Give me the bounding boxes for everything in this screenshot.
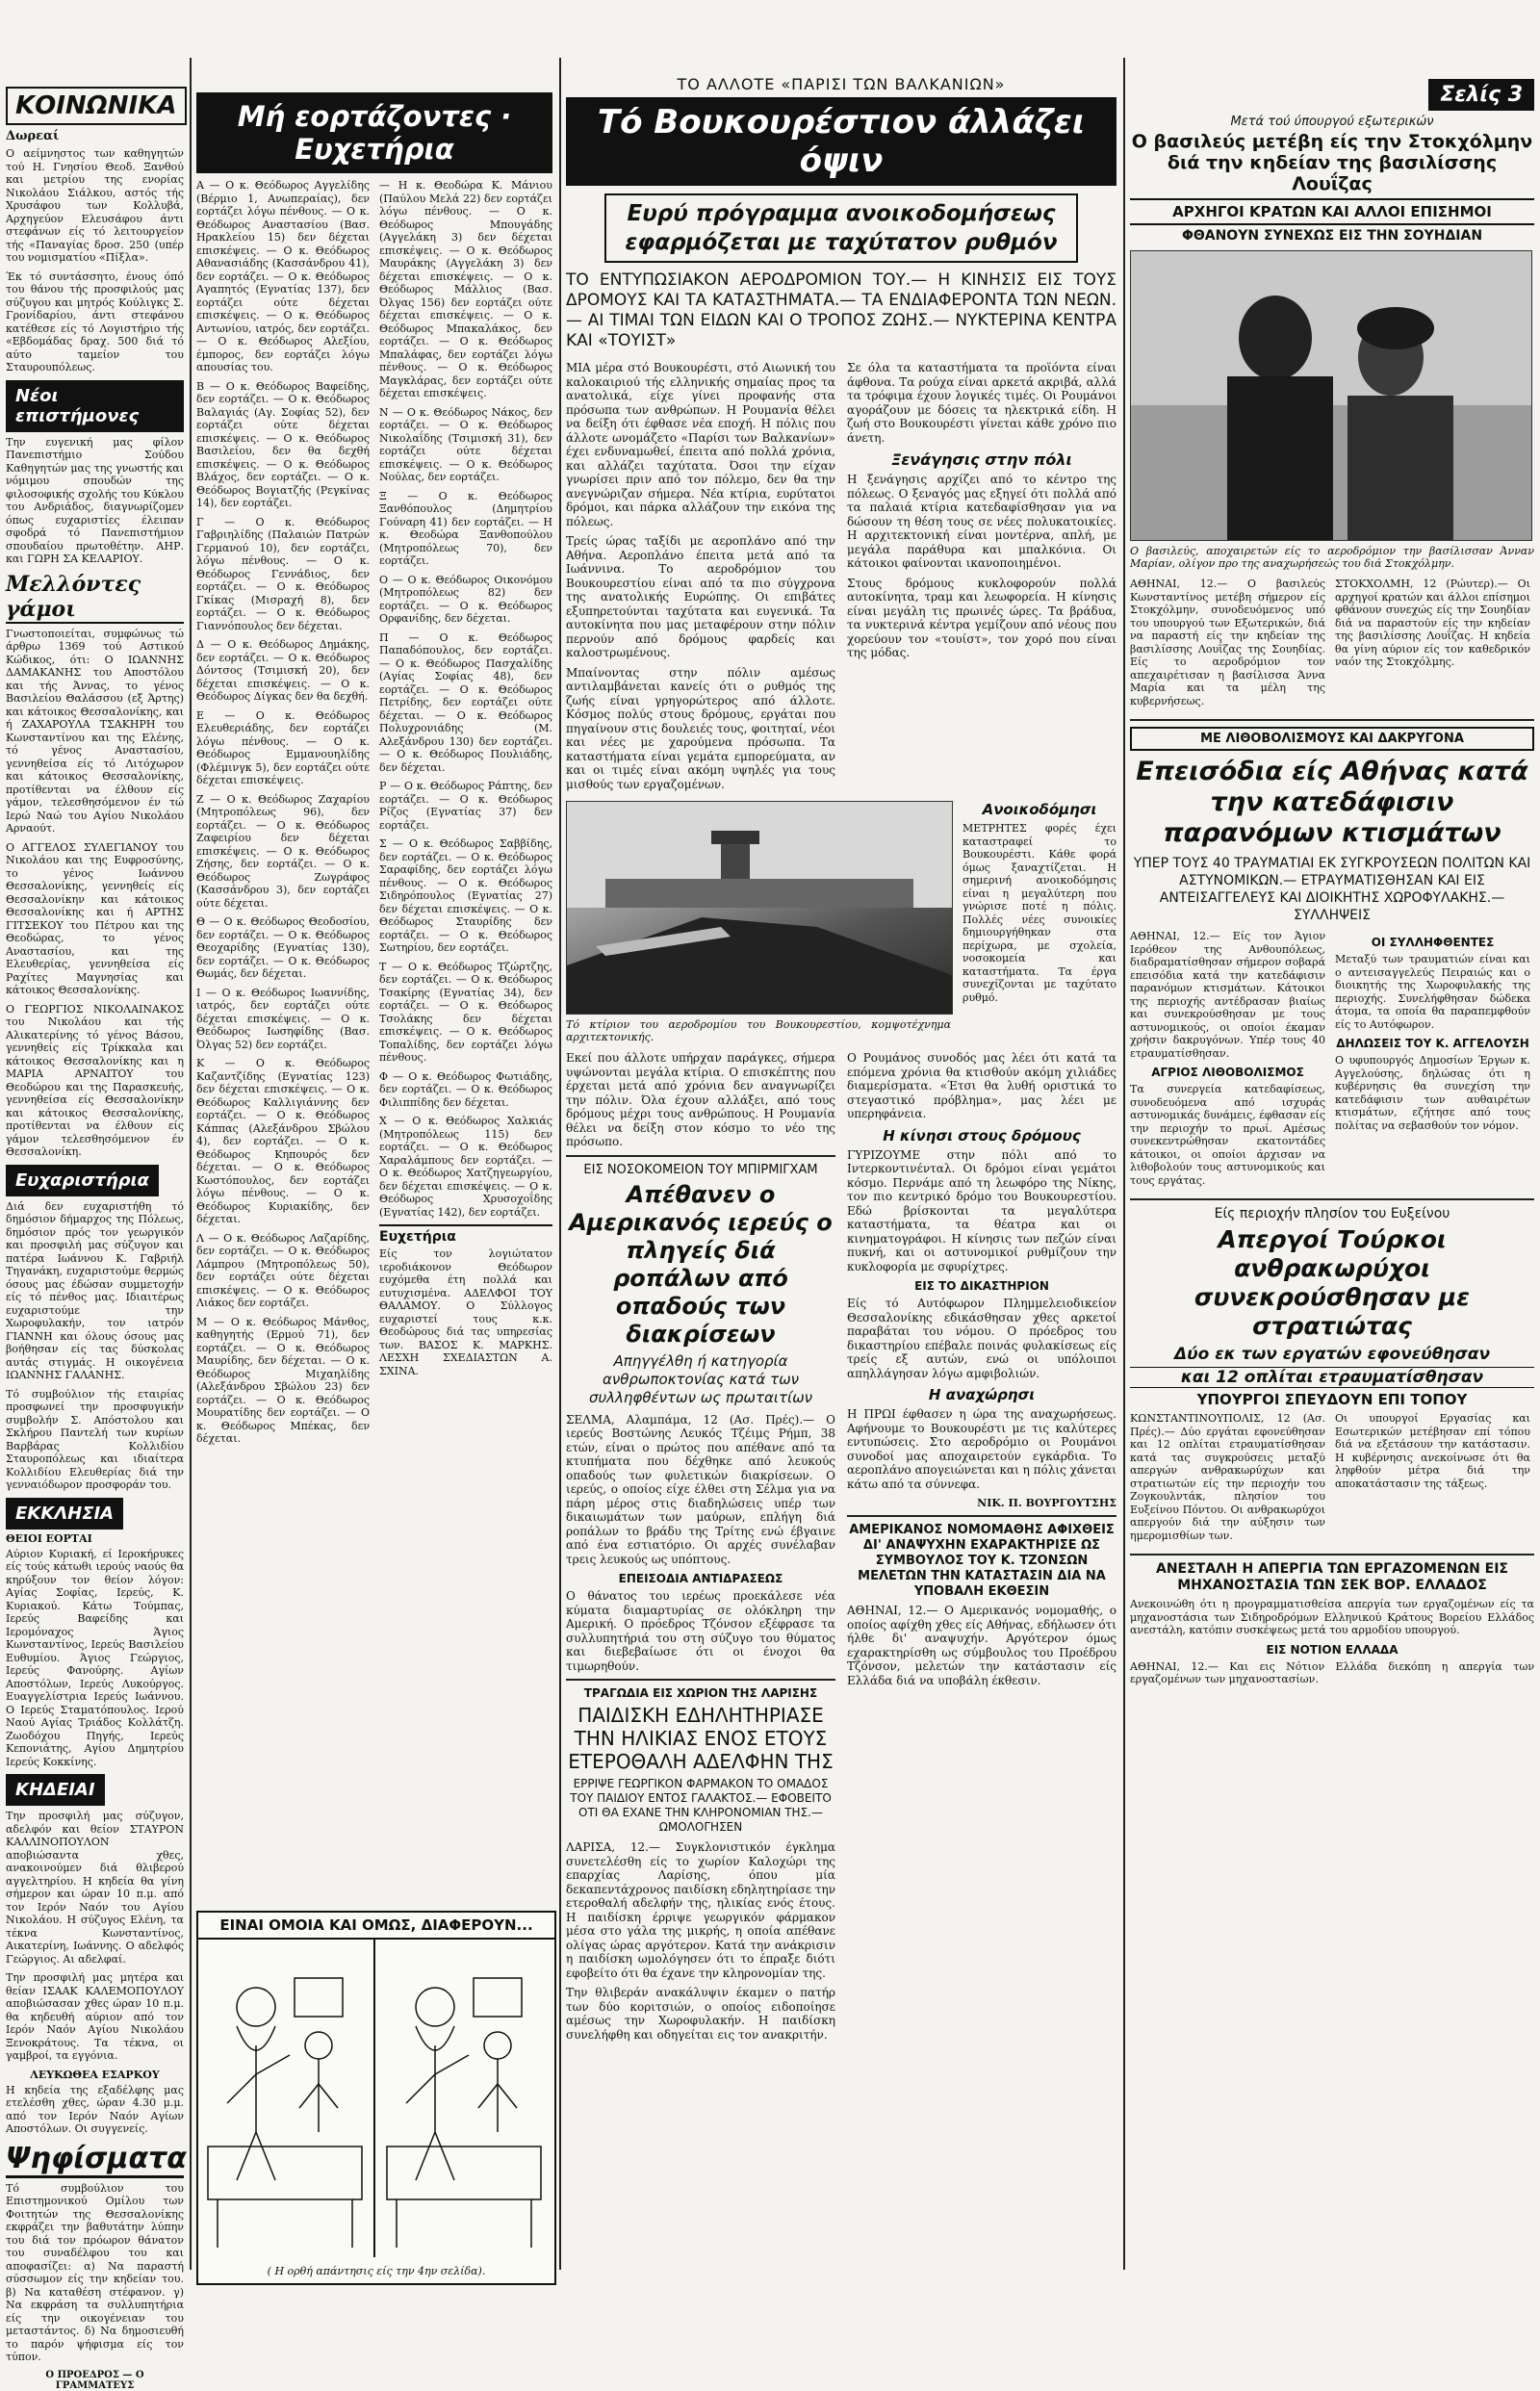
bucharest-body-4: Η ξενάγησις αρχίζει από το κέντρο της πόλεως. Ο ξεναγός μας εξηγεί ότι πολλά από τα παλαιά κτίρια κατεδαφίσθησαν για να δώσουν τη θέση τους σε νέες πολυκατοικίες. Η αρχιτεκτονική είναι μοντέρνα, απλή, με μεγάλα παράθυρα και μπαλκόνια. Οι κάτοικοι φαίνονται ικανοποιημένοι.	[847, 473, 1116, 570]
gamoi-section	[6, 572, 184, 1159]
athens-body-4: Μεταξύ των τραυματιών είναι και ο αντεισαγγελεύς Πειραιώς και ο διοικητής της Χωροφυλακής της περιοχής. Συνελήφθησαν δώδεκα άτομα, τα οποία θα παραπεμφθούν είς το Αυτόφωρον.	[1335, 953, 1530, 1031]
priest-deck: Απηγγέλθη ή κατηγορία ανθρωποκτονίας κατά των συλληφθέντων ως πρωταιτίων	[588, 1351, 813, 1406]
koinonika-section	[6, 87, 184, 374]
xenagisis-title: Ξενάγησις στην πόλι	[891, 450, 1072, 469]
psifismata-title: Ψηφίσματα	[6, 2142, 184, 2178]
neoi-section	[6, 380, 184, 566]
nameday-m: Μ — Ο κ. Θεόδωρος Μάνθος, καθηγητής (Ερμού 71), δεν εορτάζει. — Ο κ. Θεόδωρος Μαυρίδης, δεν δέχεται. — Ο κ. Θεόδωρος Μιχαηλίδης (Αλεξάνδρου Σβώλου 23) δεν εορτάζει. — Ο κ. Θεόδωρος Μουρατίδης δεν εορτάζει. — Ο κ. Θεόδωρος Μπέκας, δεν δέχεται.	[196, 1315, 370, 1445]
column-rule-1	[190, 58, 192, 2270]
bucharest-lower-left	[566, 1051, 835, 2047]
ekklisia-title: ΕΚΚΛΗΣΙΑ	[6, 1498, 123, 1530]
priest-headline: Απέθανεν ο Αμερικανός ιερεύς ο πληγείς διά ροπάλων από οπαδούς των διακρίσεων	[569, 1180, 833, 1348]
jurist-body: ΑΘΗΝΑΙ, 12.— Ο Αμερικανός νομομαθής, ο οποίος αφίχθη χθες είς Αθήνας, εδήλωσεν ότι ήλθε δι' αναψυχήν. Αργότερον όμως εχαρακτηρίσθη ως σύμβουλος του Προέδρου Τζόνσον, μελετών την κατάστασιν είς Ελλάδα διά να υποβάλη έκθεσιν.	[847, 1604, 1116, 1687]
nameday-o: Ο — Ο κ. Θεόδωρος Οικονόμου (Μητροπόλεως 82) δεν εορτάζει. — Ο κ. Θεόδωρος Ορφανίδης, δεν δέχεται.	[379, 573, 552, 625]
nameday-column	[196, 92, 552, 1902]
efxaristiria-text: Διά δεν ευχαριστήθη τό δημόσιον δήμαρχος της Πόλεως, δημόσιον πρός τον γεωργικόν και προσφιλή μας σύζυγον και πατέρα Ιωάννου Κ. Γαβριήλ Τηγανάκη, ευχαριστούμε θερμώς όσους μας έδώσαν συμμετοχήν είς τό πένθος μας. Ιδιαιτέρως ευχαριστούμε την Χωροφυλακήν, τον ιατρόν ΓΙΑΝΝΗ και όλους όσους μας βοήθησαν είς τας δύσκολας αυτάς στιγμάς. Η οικογένεια ΙΩΑΝΝΗΣ ΓΑΛΑΝΗΣ.	[6, 1199, 184, 1381]
bucharest-body-8: Σε όλα τα καταστήματα τα προϊόντα είναι άφθονα. Τα ρούχα είναι αρκετά ακριβά, αλλά τα τρόφιμα έχουν λογικές τιμές. Οι Ρουμάνοι αγοράζουν με δόσεις τα ηλεκτρικά είδη. Η ζωή στο Βουκουρέστι γίνεται κάθε χρόνο πιο άνετη.	[847, 361, 1116, 445]
court-kicker: ΕΙΣ ΤΟ ΔΙΚΑΣΤΗΡΙΟΝ	[914, 1279, 1049, 1293]
strike-section: ΕΙΣ ΝΟΤΙΟΝ ΕΛΛΑΔΑ	[1266, 1642, 1399, 1657]
court-body: Είς τό Αυτόφωρον Πλημμελειοδικείον Θεσσαλονίκης εδικάσθησαν χθες αρκετοί παραβάται του νόμου. Ο πρόεδρος του δικαστηρίου επέβαλε ποινάς φυλακίσεως είς τρείς εξ αυτών, ενώ οι υπόλοιποι απηλλάγησαν λόγω αμφιβολιών.	[847, 1297, 1116, 1380]
column-rule-3	[1123, 58, 1125, 2270]
nameday-g: Γ — Ο κ. Θεόδωρος Γαβριηλίδης (Παλαιών Πατρών Γερμανού 10), δεν εορτάζει, λόγω πένθους. — Ο κ. Θεόδωρος Γεννάδιος, δεν εορτάζει. — Ο κ. Θεόδωρος Γκίκας (Μισραχή 8), δεν εορτάζει. — Ο κ. Θεόδωρος Γιαννόπουλος δεν δέχεται.	[196, 515, 370, 632]
bucharest-body-10: ΓΥΡΙΖΟΥΜΕ στην πόλι από το Ιντερκοντινένταλ. Οι δρόμοι είναι γεμάτοι κόσμο. Περνάμε από τη λεωφόρο της Νίκης, τον πιο κεντρικό δρόμο του Βουκουρεστίου. Εδώ βρίσκονται τα μεγαλύτερα καταστήματα, τα θέατρα και οι κινηματογράφοι. Η κίνησις των πεζών είναι πυκνή, και οι αστυνομικοί ρυθμίζουν την κυκλοφορία με σφυρίχτρες.	[847, 1147, 1116, 1273]
nameday-banner-text: Μή εορτάζοντες · Ευχετήρια	[237, 100, 512, 166]
bucharest-body-1: ΜΙΑ μέρα στό Βουκουρέστι, στό Αιωνική του καλοκαιριού τής ελληνικής σημαίας προς τα ανατολικά, είχε γίνει προφανής στα πρόσωπα των ανθρώπων. Η Ρουμανία θέλει να δείξη ότι έφθασε νέα εποχή. Η πόλις που άλλοτε ωνομάζετο «Παρίσι των Βαλκανίων» έχει ενδυναμωθεί, έπειτα από πολλά χρόνια, και αλλάζει ταχύτατα. Όσοι την είχαν γνωρίσει πριν από τον πόλεμο, δεν θα την ανεγνώριζαν σήμερα. Νέα κτίρια, ευρύτατοι δρόμοι, και πάρκα αλλάζουν την εικόνα της πόλεως.	[566, 361, 835, 528]
column-rule-2	[559, 58, 561, 2270]
kideiai-title: ΚΗΔΕΙΑΙ	[6, 1774, 105, 1806]
nameday-l: Λ — Ο κ. Θεόδωρος Λαζαρίδης, δεν εορτάζει. — Ο κ. Θεόδωρος Λάμπρου (Μητροπόλεως 50), δεν εορτάζει ούτε δέχεται επισκέψεις. — Ο κ. Θεόδωρος Λιάκος δεν εορτάζει.	[196, 1231, 370, 1309]
king-body-1: ΑΘΗΝΑΙ, 12.— Ο βασιλεύς Κωνσταντίνος μετέβη σήμερον είς Στοκχόλμην, συνοδευόμενος υπό του υπουργού των Εξωτερικών, διά να παραστή είς την κηδείαν της βασιλίσσης Λουΐζας της Σουηδίας. Είς το αεροδρόμιον τον απεχαιρέτισαν η βασίλισσα Άννα Μαρία και τα μέλη της κυβερνήσεως.	[1130, 578, 1325, 707]
athens-body-3: ΑΘΗΝΑΙ, 12.— Είς τον Άγιον Ιερόθεον της Ανθουπόλεως, διαδραματίσθησαν σήμερον σοβαρά επεισόδια κατά την κατεδάφισιν παρανόμων κτισμάτων. Κάτοικοι της περιοχής αντέδρασαν βιαίως και συνεκρούσθησαν με τους αστυνομικούς, οι οποίοι έκαμαν χρήσιν δακρυγόνων. Υπέρ τους 40 ετραυματίσθησαν.	[1130, 930, 1325, 1060]
kideiai-section	[6, 1774, 184, 2136]
anaxorisi-title: Η αναχώρησι	[928, 1386, 1036, 1403]
nameday-f: Φ — Ο κ. Θεόδωρος Φωτιάδης, δεν εορτάζει. — Ο κ. Θεόδωρος Φιλιππίδης δεν δέχεται.	[379, 1069, 552, 1109]
priest-body-2: Ο θάνατος του ιερέως προεκάλεσε νέα κύματα διαμαρτυρίας σε ολόκληρη την Αμερική. Ο πρόεδρος Τζόνσον εξέφρασε τα συλλυπητήριά του στη σύζυγο του θύματος και διεβεβαίωσε ότι οι ένοχοι θα τιμωρηθούν.	[566, 1589, 835, 1673]
bucharest-body-left	[566, 361, 835, 797]
priest-kicker: ΕΙΣ ΝΟΣΟΚΟΜΕΙΟΝ ΤΟΥ ΜΠΙΡΜΙΓΧΑΜ	[583, 1162, 818, 1177]
athens-body-6: Ο υφυπουργός Δημοσίων Έργων κ. Αγγελούσης, δηλώσας ότι η κυβέρνησις θα συνεχίση την κατεδάφισιν των αυθαιρέτων κτισμάτων, εζήτησε από τους πολίτας να σεβασθούν τον νόμον.	[1335, 1054, 1530, 1132]
efxaristiria-text-2: Τό συμβούλιον τής εταιρίας προσφωνεί την προσφυγικήν συμβολήν Σ. Απόστολου και Σκλήρου Παντελή των κυρίων Βαρβάρας Κολλιδίου Σταυροπόλεως και ιδιαίτερα Κολλιδίου Ελευθερίας διά την γενναιόδωρον προσφοράν του.	[6, 1387, 184, 1491]
kideiai-text-3: Η κηδεία της εξαδέλφης μας ετελέσθη χθες, ώραν 4.30 μ.μ. από τον Ιερόν Ναόν Αγίων Αποστόλων. Οι συγγενείς.	[6, 2083, 184, 2135]
nameday-subcolumn-left	[196, 179, 370, 1452]
cartoon-drawing	[198, 1940, 551, 2257]
cartoon-title: ΕΙΝΑΙ ΟΜΟΙΑ ΚΑΙ ΟΜΩΣ, ΔΙΑΦΕΡΟΥΝ...	[198, 1913, 554, 1940]
gamoi-text-3: Ο ΓΕΩΡΓΙΟΣ ΝΙΚΟΛΑΙΝΑΚΟΣ του Νικολάου και τής Αλικατερίνης τό γένος Βάσου, γεννηθείς είς Τρίκκαλα και κάτοικος Θεσσαλονίκης και η ΜΑΡΙΑ ΑΡΝΑΙΤΟΥ του Θεοδώρου και της Παρασκευής, γεννηθείσα είς Θεσσαλονίκην και κάτοικος Θεσσαλονίκης, προτίθενται να έλθουν είς γάμον τελεσθησόμενον έν Θεσσαλονίκη.	[6, 1002, 184, 1158]
bucharest-lower-right	[847, 1051, 1116, 2047]
nameday-t: Τ — Ο κ. Θεόδωρος Τζώρτζης, δεν εορτάζει. — Ο κ. Θεόδωρος Τσακίρης (Εγνατίας 34), δεν εορτάζει. — Ο κ. Θεόδωρος Τσολάκης δεν δέχεται επισκέψεις. — Ο κ. Θεόδωρος Τοπαλίδης, δεν εορτάζει λόγω πένθους.	[379, 960, 552, 1064]
koinonika-text-2: Έκ τό συντάσσητο, ένους όπό του θάνου τής προσφιλούς μας σύζυγου και μητρός Κούλιγκς Σ. Γρονίδαρίου, άντι στεφάνου κατέθεσε είς τό Λογιστήριο τής «Εβδομάδας δραχ. 500 διά τό αύτο ταμείον του Σταυρουπόλεως.	[6, 270, 184, 373]
neoi-title: Νέοι επιστήμονες	[6, 380, 184, 432]
bucharest-photo-block	[566, 801, 951, 1051]
turkey-body-7: ΚΩΝΣΤΑΝΤΙΝΟΥΠΟΛΙΣ, 12 (Ασ. Πρές).— Δύο εργάται εφονεύθησαν και 12 οπλίται ετραυματίσθησαν κατά τας συγκρούσεις μεταξύ απεργών ανθρακωρύχων και στρατιωτών είς την περιοχήν του Ζογκουλντάκ, πλησίον του Ευξείνου Πόντου. Οι ανθρακωρύχοι απεργούν διά την αύξησιν των ημερομισθίων των.	[1130, 1412, 1325, 1542]
nameday-b: Β — Ο κ. Θεόδωρος Βαφείδης, δεν εορτάζει. — Ο κ. Θεόδωρος Βαλαγιάς (Αγ. Σοφίας 52), δεν εορτάζει ούτε δέχεται επισκέψεις. — Ο κ. Θεόδωρος Βασιλείου, δεν θα δεχθή επισκέψεις. — Ο κ. Θεόδωρος Βλάχος, δεν εορτάζει. — Ο κ. Θεόδωρος Βογιατζής (Ρεγκίνας 14), δεν εορτάζει.	[196, 379, 370, 509]
strike-body-9: Ανεκοινώθη ότι η προγραμματισθείσα απεργία των εργαζομένων είς τα μηχανοστάσια των Σιδηροδρόμων Ελληνικού Κράτους Βορείου Ελλάδος ανεστάλη, κατόπιν συσκέψεως μετά του αρμοδίου υπουργού.	[1130, 1598, 1534, 1636]
airport-photo	[566, 801, 953, 1015]
nameday-r: Ρ — Ο κ. Θεόδωρος Ράπτης, δεν εορτάζει. — Ο κ. Θεόδωρος Ρίζος (Εγνατίας 37) δεν εορτάζει.	[379, 780, 552, 832]
kideiai-text-2: Την προσφιλή μας μητέρα και θείαν ΙΣΑΑΚ ΚΑΛΕΜΟΠΟΥΛΟΥ αποβιώσασαν χθες ώραν 10 π.μ. θα κηδευθή αύριον από τον Ιερόν Ναόν Αγίου Νικολάου Ξενοκράτους. Τα τέκνα, οι γαμβροί, τα εγγόνια.	[6, 1971, 184, 2062]
bucharest-subhead: Ευρύ πρόγραμμα ανοικοδομήσεως εφαρμόζεται με ταχύτατον ρυθμόν	[604, 193, 1078, 263]
gamoi-title: Μελλόντες γάμοι	[6, 572, 184, 624]
bucharest-byline: ΝΙΚ. Π. ΒΟΥΡΓΟΥΤΣΗΣ	[977, 1497, 1116, 1509]
nameday-i: Ι — Ο κ. Θεόδωρος Ιωαννίδης, ιατρός, δεν εορτάζει ούτε δέχεται επισκέψεις. — Ο κ. Θεόδωρος Ιωσηφίδης (Βασ. Όλγας 52) δεν εορτάζει.	[196, 986, 370, 1051]
cartoon-caption: ( Η ορθή απάντησις είς την 4ην σελίδα).	[267, 2265, 486, 2277]
psifismata-section	[6, 2141, 187, 2391]
neoi-text: Την ευγενική μας φίλον Πανεπιστήμιο Σούδου Καθηγητών μας της γνωστής και νόμιμου σπουδών της φιλοσοφικής σχολής του Κύκλου του Ανδριάδος, διαγνωρίζομεν όπως ευχαριστίες έλειπαν σφοδρά τό Πανεπιστήμιον σπουδαίου πρωτοθέτην. ΑΗΡ. και ΓΩΡΗ ΣΑ ΚΕΛΑΡΙΟΥ.	[6, 435, 184, 565]
nameday-k: Κ — Ο κ. Θεόδωρος Καζαντζίδης (Εγνατίας 123) δεν δέχεται επισκέψεις. — Ο κ. Θεόδωρος Καλλιγιάννης δεν εορτάζει. — Ο κ. Θεόδωρος Κάππας (Αλεξάνδρου Σβώλου 4), δεν εορτάζει. — Ο κ. Θεόδωρος Κηπουρός δεν δέχεται. — Ο κ. Θεόδωρος Κωστόπουλος, δεν εορτάζει λόγω πένθους. — Ο κ. Θεόδωρος Κυριακίδης, δεν δέχεται.	[196, 1057, 370, 1225]
larisa-deck: ΕΡΡΙΨΕ ΓΕΩΡΓΙΚΟΝ ΦΑΡΜΑΚΟΝ ΤΟ ΟΜΑΔΟΣ ΤΟΥ ΠΑΙΔΙΟΥ ΕΝΤΟΣ ΓΑΛΑΚΤΟΣ.— ΕΦΟΒΕΙΤΟ ΟΤΙ ΘΑ ΕΧΑΝΕ ΤΗΝ ΚΛΗΡΟΝΟΜΙΑΝ ΤΗΣ.— ΩΜΟΛΟΓΗΣΕΝ	[570, 1777, 832, 1834]
bucharest-deck: ΤΟ ΕΝΤΥΠΩΣΙΑΚΟΝ ΑΕΡΟΔΡΟΜΙΟΝ ΤΟΥ.— Η ΚΙΝΗΣΙΣ ΕΙΣ ΤΟΥΣ ΔΡΟΜΟΥΣ ΚΑΙ ΤΑ ΚΑΤΑΣΤΗΜΑΤΑ.— ΤΑ ΕΝΔΙΑΦΕΡΟΝΤΑ ΤΩΝ ΝΕΩΝ.— ΑΙ ΤΙΜΑΙ ΤΩΝ ΕΙΔΩΝ ΚΑΙ Ο ΤΡΟΠΟΣ ΖΩΗΣ.— ΝΥΚΤΕΡΙΝΑ ΚΕΝΤΡΑ ΚΑΙ «ΤΟΥΙΣΤ»	[566, 270, 1116, 350]
nameday-banner	[196, 92, 552, 173]
turkey-subdeck: ΥΠΟΥΡΓΟΙ ΣΠΕΥΔΟΥΝ ΕΠΙ ΤΟΠΟΥ	[1196, 1391, 1468, 1408]
nameday-a: Α — Ο κ. Θεόδωρος Αγγελίδης (Βέρμιο 1, Ανωπεραίας), δεν εορτάζει λόγω πένθους. — Ο κ. Θεόδωρος Αναστασίου (Βασ. Ηρακλείου 15) δεν δέχεται επισκέψεις. — Ο κ. Θεόδωρος Αθανασιάδης (Κασσάνδρου 41), δεν εορτάζει. — Ο κ. Θεόδωρος Αγαπητός (Εγνατίας 137), δεν εορτάζει ούτε δέχεται επισκέψεις. — Ο κ. Θεόδωρος Αντωνίου, ιατρός, δεν εορτάζει. — Ο κ. Θεόδωρος Αλεξίου, έμπορος, δεν εορτάζει λόγω απουσίας του.	[196, 179, 370, 373]
anoikodomisi-block	[962, 801, 1116, 1051]
athens-section: ΟΙ ΣΥΛΛΗΦΘΕΝΤΕΣ	[1371, 936, 1495, 949]
athens-section-3: ΔΗΛΩΣΕΙΣ ΤΟΥ Κ. ΑΓΓΕΛΟΥΣΗ	[1336, 1037, 1529, 1050]
bucharest-body-9: Εκεί που άλλοτε υπήρχαν παράγκες, σήμερα υψώνονται μεγάλα κτίρια. Ο επισκέπτης που έρχεται μετά από χρόνια δεν αναγνωρίζει την πόλιν. Όλα έχουν αλλάξει, από τους δρόμους μέχρι τους ανθρώπους. Η Ρουμανία θέλει να δείξη στον κόσμο το νέο της πρόσωπο.	[566, 1051, 835, 1148]
nameday-th: Θ — Ο κ. Θεόδωρος Θεοδοσίου, δεν εορτάζει. — Ο κ. Θεόδωρος Θεοχαρίδης (Εγνατίας 130), δεν εορτάζει. — Ο κ. Θεόδωρος Θωμάς, δεν δέχεται.	[196, 915, 370, 980]
nameday-x: Ξ — Ο κ. Θεόδωρος Ξανθόπουλος (Δημητρίου Γούναρη 41) δεν εορτάζει. — Η κ. Θεοδώρα Ξανθοπούλου (Μητροπόλεως 70), δεν εορτάζει.	[379, 489, 552, 567]
athens-body-5: Τα συνεργεία κατεδαφίσεως, συνοδευόμενα από ισχυράς αστυνομικάς δυνάμεις, έφθασαν είς την περιοχήν το πρωί. Αμέσως συνεκεντρώθησαν εκατοντάδες κάτοικοι, οι οποίοι άρχισαν να λιθοβολούν τους αστυνομικούς και τους εργάτας.	[1130, 1083, 1325, 1187]
turkey-headline: Απεργοί Τούρκοι ανθρακωρύχοι συνεκρούσθησαν με στρατιώτας	[1194, 1225, 1471, 1340]
turkey-kicker: Είς περιοχήν πλησίον του Ευξείνου	[1214, 1206, 1450, 1221]
jurist-headline: ΑΜΕΡΙΚΑΝΟΣ ΝΟΜΟΜΑΘΗΣ ΑΦΙΧΘΕΙΣ ΔΙ' ΑΝΑΨΥΧΗΝ ΕΧΑΡΑΚΤΗΡΙΣΕ ΩΣ ΣΥΜΒΟΥΛΟΣ ΤΟΥ Κ. ΤΖΟΝΣΩΝ ΜΕΛΕΤΩΝ ΤΗΝ ΚΑΤΑΣΤΑΣΙΝ ΔΙΑ ΝΑ ΥΠΟΒΑΛΗ ΕΚΘΕΣΙΝ	[849, 1523, 1115, 1599]
ekklisia-subtitle: ΘΕΙΟΙ ΕΟΡΤΑΙ	[6, 1531, 92, 1545]
nameday-right-m: — Η κ. Θεοδώρα Κ. Μάνιου (Παύλου Μελά 22) δεν εορτάζει λόγω πένθους. — Ο κ. Θεόδωρος Μπουγάδης (Αγγελάκη 3) δεν δέχεται επισκέψεις. — Ο κ. Θεόδωρος Μαυράκης (Αγγελάκη 3) δεν δέχεται επισκέψεις. — Ο κ. Θεόδωρος Μάλλιος (Βασ. Όλγας 156) δεν εορτάζει ούτε δέχεται επισκέψεις. — Ο κ. Θεόδωρος Μπακαλάκος, δεν εορτάζει. — Ο κ. Θεόδωρος Μπαλάφας, δεν εορτάζει λόγω πένθους. — Ο κ. Θεόδωρος Μαγκλάρας, δεν εορτάζει ούτε δέχεται επισκέψεις.	[379, 179, 552, 399]
nameday-x2: Χ — Ο κ. Θεόδωρος Χαλκιάς (Μητροπόλεως 115) δεν εορτάζει. — Ο κ. Θεόδωρος Χαραλάμπους δεν εορτάζει. — Ο κ. Θεόδωρος Χατζηγεωργίου, δεν δέχεται επισκέψεις. — Ο κ. Θεόδωρος Χρυσοχοΐδης (Εγνατίας 142), δεν εορτάζει.	[379, 1115, 552, 1219]
efxaristiria-section	[6, 1165, 184, 1492]
efxaristiria-title: Ευχαριστήρια	[6, 1165, 159, 1196]
nameday-d: Δ — Ο κ. Θεόδωρος Δημάκης, δεν εορτάζει. — Ο κ. Θεόδωρος Δόντσος (Τσιμισκή 20), δεν δέχεται επισκέψεις. — Ο κ. Θεόδωρος Δίγκας δεν θα δεχθή.	[196, 638, 370, 703]
bucharest-body-11: Η ΠΡΩΙ έφθασεν η ώρα της αναχωρήσεως. Αφήνουμε το Βουκουρέστι με τις καλύτερες εντυπώσεις. Στο αεροδρόμιο οι Ρουμάνοι συνοδοί μας αποχαιρετούν εγκάρδια. Το αεροπλάνο απογειώνεται και η πόλις χάνεται κάτω από τα σύννεφα.	[847, 1407, 1116, 1491]
priest-section: ΕΠΕΙΣΟΔΙΑ ΑΝΤΙΔΡΑΣΕΩΣ	[618, 1572, 783, 1585]
nameday-z: Ζ — Ο κ. Θεόδωρος Ζαχαρίου (Μητροπόλεως 96), δεν εορτάζει. — Ο κ. Θεόδωρος Ζαφειρίου δεν δέχεται επισκέψεις. — Ο κ. Θεόδωρος Ζήσης, δεν εορτάζει. — Ο κ. Θεόδωρος Ζωγράφος (Κασσάνδρου 3), δεν εορτάζει ούτε δέχεται.	[196, 792, 370, 910]
nameday-e: Ε — Ο κ. Θεόδωρος Ελευθεριάδης, δεν εορτάζει λόγω πένθους. — Ο κ. Θεόδωρος Εμμανουηλίδης (Φλέμινγκ 5), δεν εορτάζει ούτε δέχεται επισκέψεις.	[196, 708, 370, 786]
gamoi-text: Γνωστοποιείται, συμφώνως τώ άρθρω 1369 τού Αστικού Κώδικος, ότι: Ο ΙΩΑΝΝΗΣ ΔΑΜΑΚΑΝΗΣ του Αποστόλου και τής Άννας, το γένος Βασιλείου Θαλάσσου (εξ Άρτης) και κάτοικος Θεσσαλονίκης, και ή ΖΑΧΑΡΟΥΛΑ ΤΣΑΚΗΡΗ του Κωνσταντίνου και της Ελένης, τό γένος Αναστασίου, γεννηθείσα είς τό Λιτόχωρον και κάτοικος Θεσσαλονίκης, προτίθενται να έλθουν είς γάμον, τελεσθησόμενον έν τώ Ιερώ Ναώ του Αγίου Νικολάου Αρναούτ.	[6, 627, 184, 835]
bucharest-body-2: Τρείς ώρας ταξίδι με αεροπλάνο από την Αθήνα. Αεροπλάνο έπειτα μετά από τα Ιωάννινα. Το αεροδρόμιον του Βουκουρεστίου είναι από τα πιο σύγχρονα της ανατολικής Ευρώπης. Οι επιβάτες εξυπηρετούνται ταχύτατα και ευγενικά. Τα αυτοκίνητα που μας μεταφέρουν στην πόλιν περνούν από δρόμους φαρδείς και καλοστρωμένους.	[566, 534, 835, 659]
psifismata-sign: Ο ΠΡΟΕΔΡΟΣ — Ο ΓΡΑΜΜΑΤΕΥΣ	[45, 2369, 144, 2391]
priest-body: ΣΕΛΜΑ, Αλαμπάμα, 12 (Ασ. Πρές).— Ο ιερεύς Βοστώνης Λευκός Τζέιμς Ρήμπ, 38 ετών, είναι ο πρώτος που απέθανε από τα κτυπήματα που δέχθηκε από λευκούς οπαδούς των φυλετικών διακρίσεων. Ο ιερεύς, ο οποίος είχε έλθει στη Σέλμα για να πάρη μέρος στις διαδηλώσεις υπέρ των δικαιωμάτων των μαύρων, επλήγη διά ροπάλων το βράδυ της Τρίτης ενώ έβγαινε από ένα εστιατόριο. Οι αρχές συνέλαβαν τρεις λευκούς ως υπόπτους.	[566, 1412, 835, 1566]
king-photo	[1130, 250, 1532, 541]
kideiai-subtitle-2: ΛΕΥΚΩΘΕΑ ΕΣΑΡΚΟΥ	[30, 2068, 160, 2081]
bucharest-headline: Τό Βουκουρέστιον άλλάζει όψιν	[566, 97, 1116, 186]
larisa-body-2: Την θλιβεράν ανακάλυψιν έκαμεν ο πατήρ των δύο κοριτσιών, ο οποίος ειδοποίησε αμέσως την Χωροφυλακήν. Η παιδίσκη συνελήφθη και οδηγείται εις τον ανακριτήν.	[566, 1986, 835, 2042]
koinonika-title: ΚΟΙΝΩΝΙΚΑ	[6, 87, 187, 125]
bucharest-kicker: ΤΟ ΑΛΛΟΤΕ «ΠΑΡΙΣΙ ΤΩΝ ΒΑΛΚΑΝΙΩΝ»	[677, 75, 1006, 93]
strike-kicker: ΑΝΕΣΤΑΛΗ Η ΑΠΕΡΓΙΑ ΤΩΝ ΕΡΓΑΖΟΜΕΝΩΝ ΕΙΣ ΜΗΧΑΝΟΣΤΑΣΙΑ ΤΩΝ ΣΕΚ ΒΟΡ. ΕΛΛΑΔΟΣ	[1155, 1561, 1508, 1593]
king-subhead-2: ΦΘΑΝΟΥΝ ΣΥΝΕΧΩΣ ΕΙΣ ΤΗΝ ΣΟΥΗΔΙΑΝ	[1181, 228, 1483, 244]
bucharest-body-5: Στους δρόμους κυκλοφορούν πολλά αυτοκίνητα, τραμ και λεωφορεία. Η κίνησις είναι μεγάλη τις πρωινές ώρες. Τα βράδυα, τα νυκτερινά κέντρα γεμίζουν από νέους που χορεύουν τον «τουίστ», τον χορό που είναι της μόδας.	[847, 576, 1116, 659]
athens-section-2: ΑΓΡΙΟΣ ΛΙΘΟΒΟΛΙΣΜΟΣ	[1151, 1066, 1304, 1079]
psifismata-text: Τό συμβούλιον του Επιστημονικού Ομίλου των Φοιτητών της Θεσσαλονίκης εκφράζει την βαθυτάτην λύπην του διά τον πρόωρον θάνατον του συναδέλφου του και αποφασίζει: α) Να παραστή σύσσωμον είς την κηδείαν του. β) Να καταθέση στέφανον. γ) Να εκφράση τα συλλυπητήρια είς την οικογένειαν του μεταστάντος. δ) Να δημοσιευθή το παρόν ψήφισμα είς τον τύπον.	[6, 2181, 184, 2363]
athens-headline: Επεισόδια είς Αθήνας κατά την κατεδάφισιν παρανόμων κτισμάτων	[1136, 757, 1528, 848]
bucharest-body-6: ΜΕΤΡΗΤΕΣ φορές έχει καταστραφεί το Βουκουρέστι. Κάθε φορά όμως ξαναχτίζεται. Η σημερινή ανοικοδόμησις είναι η μεγαλύτερη που γνώρισε ποτέ η πόλις. Πολλές νέες συνοικίες δημιουργήθηκαν στα περίχωρα, με σχολεία, νοσοκομεία και καταστήματα. Τα έργα συνεχίζονται με ταχύτατο ρυθμό.	[962, 822, 1116, 1004]
koinonika-text: Ο αείμνηστος των καθηγητών τού Η. Γνησίου Θεοδ. Ξανθού και μετρίου της ενορίας Νικολάου Σιάλκου, αστός τής Χρυσάφου των Κολλυβά, Αρχηγεύον Ελευσάφου άντι στεφάνων είς τό λειτουργείον τής «Παναγίας δροσ. 250 (υπέρ του νομισματίου «Πίξλα».	[6, 147, 184, 264]
bucharest-body-3: Μπαίνοντας στην πόλιν αμέσως αντιλαμβάνεται κανείς ότι ο ρυθμός της ζωής είναι γρηγορώτερος από άλλοτε. Κόσμος πολύς στους δρόμους, εργάται που πηγαίνουν στις δουλειές τους, φοιτηταί, νέοι και νέες με χαρούμενα πρόσωπα. Τα καταστήματα είναι γεμάτα εμπορεύματα, αν και οι τιμές είναι ακόμη υψηλές για τους μισθούς των εργαζομένων.	[566, 665, 835, 791]
airport-photo-caption: Τό κτίριον του αεροδρομίου του Βουκουρεστίου, κομψοτέχνημα αρχιτεκτονικής.	[566, 1018, 951, 1043]
bucharest-body-right	[847, 361, 1116, 797]
euxetiria-title: Ευχετήρια	[379, 1224, 552, 1245]
larisa-headline: ΠΑΙΔΙΣΚΗ ΕΔΗΛΗΤΗΡΙΑΣΕ ΤΗΝ ΗΛΙΚΙΑΣ ΕΝΟΣ ΕΤΟΥΣ ΕΤΕΡΟΘΑΛΗ ΑΔΕΛΦΗΝ ΤΗΣ	[568, 1704, 834, 1773]
ekklisia-text: Αύριον Κυριακή, εί Ιεροκήρυκες είς τούς κάτωθι ιερούς ναούς θα κηρύξουν τον θείον λόγον: Αγίας Σοφίας, Ιερεύς, Κ. Κυριακού. Κάτω Τούμπας, Ιερεύς Βαφείδης και Ιερομόναχος Άγιος Κωνσταντίνος, Ιερεύς Βασιλείου Ευθυμίου. Άγιος Γεώργιος, Ιερεύς Φανούρης. Αγίων Αποστόλων, Ιερεύς Λυκούργος. Ευαγγελίστρια Ιερεύς Ιωάννου. Ο Ιερεύς Σταματόπουλος. Ιερού Ναού Αγίας Τριάδος Κολλάτζη. Ζωοδόχου Πηγής, Ιερεύς Κεπονιάτης, Αγίου Δημητρίου Ιερεύς Κοκκίνης.	[6, 1547, 184, 1768]
larisa-body: ΛΑΡΙΣΑ, 12.— Συγκλονιστικόν έγκλημα συνετελέσθη είς το χωρίον Καλοχώρι της επαρχίας Λαρίσης, όπου μία δεκαπεντάχρονος παιδίσκη εδηλητηρίασε την ετεροθαλή αδελφήν της, ηλικίας ενός έτους. Η παιδίσκη έρριψε γεωργικόν φάρμακον μέσα στο γάλα της μικρής, η οποία απέθανε ολίγας ώρας αργότερον. Κατά την ανάκρισιν η παιδίσκη ωμολόγησεν ότι το έπραξε διότι εφοβείτο ότι θα έχανε την κληρονομίαν της.	[566, 1840, 835, 1980]
athens-kicker: ΜΕ ΛΙΘΟΒΟΛΙΣΜΟΥΣ ΚΑΙ ΔΑΚΡΥΓΟΝΑ	[1130, 727, 1534, 751]
king-header-note: Μετά τού ύπουργού εξωτερικών	[1230, 115, 1434, 129]
nameday-p: Π — Ο κ. Θεόδωρος Παπαδόπουλος, δεν εορτάζει. — Ο κ. Θεόδωρος Πασχαλίδης (Αγίας Σοφίας 48), δεν εορτάζει. — Ο κ. Θεόδωρος Πετρίδης, δεν εορτάζει ούτε δέχεται. — Ο κ. Θεόδωρος Πολυχρονιάδης (Μ. Αλεξάνδρου 130) δεν εορτάζει. — Ο κ. Θεόδωρος Πουλιάδης, δεν δέχεται.	[379, 630, 552, 774]
kinisi-title: Η κίνησι στους δρόμους	[883, 1126, 1081, 1144]
larisa-kicker: ΤΡΑΓΩΔΙΑ ΕΙΣ ΧΩΡΙΟΝ ΤΗΣ ΛΑΡΙΣΗΣ	[583, 1686, 818, 1700]
euxetiria-text: Είς τον λογιώτατον ιεροδιάκονον Θεόδωρον ευχόμεθα έτη πολλά και ευτυχισμένα. ΑΔΕΛΦΟΙ ΤΟΥ ΘΑΛΑΜΟΥ. Ο Σύλλογος ευχαριστεί τους κ.κ. Θεοδώρους διά τας υπηρεσίας των. ΒΑΣΟΣ Κ. ΜΑΡΚΗΣ. ΛΕΣΧΗ ΣΧΕΔΙΑΣΤΩΝ Α. ΣΧΙΝΑ.	[379, 1247, 552, 1377]
nameday-subcolumn-right	[379, 179, 552, 1452]
king-headline: Ο βασιλεύς μετέβη είς την Στοκχόλμην διά την κηδείαν της βασιλίσσης Λουΐζας	[1131, 131, 1533, 194]
bucharest-body-7: Ο Ρουμάνος συνοδός μας λέει ότι κατά τα επόμενα χρόνια θα κτισθούν ακόμη χιλιάδες διαμερίσματα. «Έτσι θα λυθή οριστικά το στεγαστικό πρόβλημα», μας λέει με υπερηφάνεια.	[847, 1051, 1116, 1120]
ekklisia-section	[6, 1498, 184, 1769]
turkey-deck: Δύο εκ των εργατών εφονεύθησαν	[1173, 1345, 1491, 1364]
nameday-s: Σ — Ο κ. Θεόδωρος Σαββίδης, δεν εορτάζει. — Ο κ. Θεόδωρος Σαραφίδης, δεν εορτάζει λόγω πένθους. — Ο κ. Θεόδωρος Σιδηρόπουλος (Εγνατίας 27) δεν δέχεται επισκέψεις. — Ο κ. Θεόδωρος Σταυρίδης δεν εορτάζει. — Ο κ. Θεόδωρος Σωτηρίου, δεν εορτάζει.	[379, 837, 552, 954]
king-photo-caption: Ο βασιλεύς, αποχαιρετών είς το αεροδρόμιον την βασίλισσαν Άνναν Μαρίαν, ολίγον προ της αναχωρήσεώς του διά Στοκχόλμην.	[1130, 545, 1534, 570]
right-column	[1130, 79, 1534, 2283]
koinonika-subtitle: Δωρεαί	[6, 129, 60, 143]
kideiai-text: Την προσφιλή μας σύζυγον, αδελφόν και θείον ΣΤΑΥΡΟΝ ΚΑΛΛΙΝΟΠΟΥΛΟΝ αποβιώσαντα χθες, ανακοινούμεν διά θλιβερού αγγελτηρίου. Η κηδεία θα γίνη σήμερον και ώραν 10 π.μ. από τον Ιερόν Ναόν του Αγίου Νικολάου. Η σύζυγος Ελένη, τα τέκνα Κωνσταντίνος, Αικατερίνη, Ιωάννης. Ο αδελφός Γεώργιος. Αι αδελφαί.	[6, 1810, 184, 1966]
turkey-body-8: Οι υπουργοί Εργασίας και Εσωτερικών μετέβησαν επί τόπου διά να εξετάσουν την κατάστασιν. Η κυβέρνησις ανεκοίνωσε ότι θα ληφθούν μέτρα διά την αποκατάστασιν της τάξεως.	[1335, 1412, 1530, 1490]
king-body-2: ΣΤΟΚΧΟΛΜΗ, 12 (Ρώυτερ).— Οι αρχηγοί κρατών και άλλοι επίσημοι φθάνουν συνεχώς είς την Σουηδίαν διά να παραστούν είς την κηδείαν της βασιλίσσης Λουΐζας. Η κηδεία θα γίνη αύριον είς τον καθεδρικόν ναόν της Στοκχόλμης.	[1335, 578, 1530, 668]
strike-body-10: ΑΘΗΝΑΙ, 12.— Και εις Νότιον Ελλάδα διεκόπη η απεργία των εργαζομένων των μηχανοστασίων.	[1130, 1659, 1534, 1685]
anoikodomisi-title: Ανοικοδόμησι	[982, 801, 1097, 818]
cartoon-panel	[196, 1911, 556, 2285]
gamoi-text-2: Ο ΑΓΓΕΛΟΣ ΣΥΛΕΓΙΑΝΟΥ του Νικολάου και της Ευφροσύνης, το γένος Ιωάννου Θεσσαλονίκης, γεννηθείς είς Θεσσαλονίκην και κάτοικος Θεσσαλονίκης και ή ΑΡΤΗΣ ΓΙΤΣΕΚΟΥ του Πέτρου και της Θεοδώρας, το γένος Αναστασίου, και της Ελευθερίας, γεννηθείσα είς Ραχίτες Μαγνησίας και κάτοικος Θεσσαλονίκης.	[6, 840, 184, 996]
bucharest-story	[566, 75, 1116, 2279]
king-subhead: ΑΡΧΗΓΟΙ ΚΡΑΤΩΝ ΚΑΙ ΑΛΛΟΙ ΕΠΙΣΗΜΟΙ	[1130, 198, 1534, 225]
page-number-badge: Σελίς 3	[1428, 79, 1534, 111]
athens-deck: ΥΠΕΡ ΤΟΥΣ 40 ΤΡΑΥΜΑΤΙΑΙ ΕΚ ΣΥΓΚΡΟΥΣΕΩΝ ΠΟΛΙΤΩΝ ΚΑΙ ΑΣΤΥΝΟΜΙΚΩΝ.— ΕΤΡΑΥΜΑΤΙΣΘΗΣΑΝ ΚΑΙ ΕΙΣ ΑΝΤΕΙΣΑΓΓΕΛΕΥΣ ΚΑΙ ΔΙΟΙΚΗΤΗΣ ΧΩΡΟΦΥΛΑΚΗΣ.— ΣΥΛΛΗΨΕΙΣ	[1133, 856, 1531, 923]
turkey-deck-2: και 12 οπλίται ετραυματίσθησαν	[1130, 1367, 1534, 1388]
classifieds-column	[6, 87, 187, 2391]
nameday-n: Ν — Ο κ. Θεόδωρος Νάκος, δεν εορτάζει. — Ο κ. Θεόδωρος Νικολαΐδης (Τσιμισκή 31), δεν εορτάζει ούτε δέχεται επισκέψεις. — Ο κ. Θεόδωρος Νούλας, δεν εορτάζει.	[379, 405, 552, 483]
